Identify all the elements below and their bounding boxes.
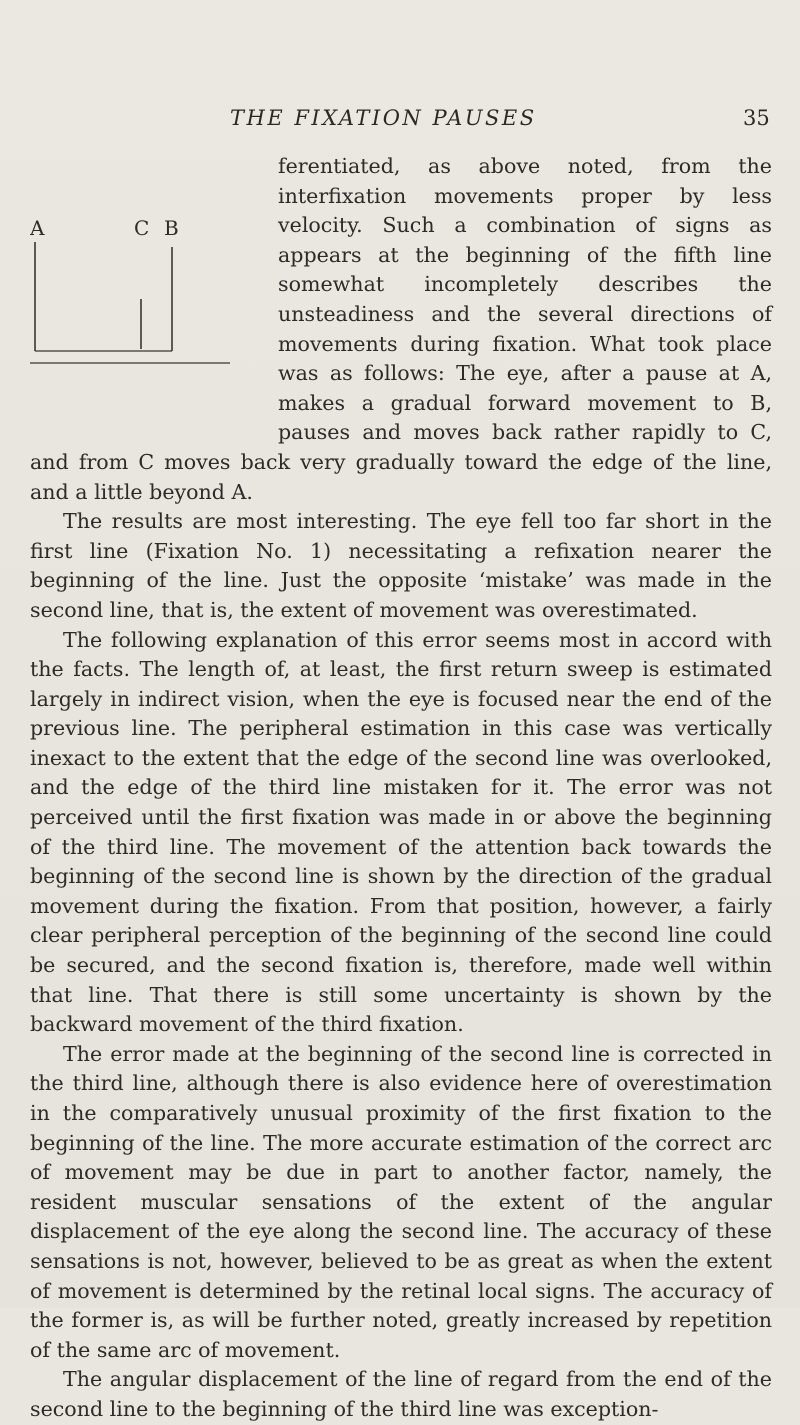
paragraph-2: The results are most interesting. The eye fell too far short in the first line (Fixation No. 1) necessitating a refixation nearer the beginning of the line. Just the opposite ‘mistake’ was made in the second line, that is, the extent of movement was overestimated. <box>30 509 772 622</box>
figure-label-b: B <box>164 216 179 240</box>
body-text <box>30 152 772 1425</box>
fixation-diagram-svg <box>30 211 268 447</box>
paragraph-5: The angular displacement of the line of regard from the end of the second line to the beginning of the third line was exception- <box>30 1367 772 1421</box>
paragraph-1: ferentiated, as above noted, from the interfixation movements proper by less velocity. Such a combination of signs as appears at the beginning of the fifth line somewhat incompletely describes the unsteadiness and the several directions of movements during fixation. What took place was as follows: The eye, after a pause at A, makes a gradual forward movement to B, pauses and moves back rather rapidly to C, and from C moves back very gradually toward the edge of the line, and a little beyond A. <box>30 154 772 504</box>
page-header <box>0 106 800 136</box>
paragraph-4: The error made at the beginning of the second line is corrected in the third line, although there is also evidence here of overestimation in the comparatively unusual proximity of the first fixation to the beginning of the line. The more accurate estimation of the correct arc of movement may be due in part to another factor, namely, the resident muscular sensations of the extent of the angular displacement of the eye along the second line. The accuracy of these sensations is not, however, believed to be as great as when the extent of movement is determined by the retinal local signs. The accuracy of the former is, as will be further noted, greatly increased by repetition of the same arc of movement. <box>30 1041 772 1362</box>
running-head: THE FIXATION PAUSES <box>230 106 537 130</box>
fixation-diagram <box>30 211 268 447</box>
figure-label-a: A <box>30 216 45 240</box>
page-number: 35 <box>743 106 770 130</box>
paragraph-3: The following explanation of this error seems most in accord with the facts. The length of, at least, the first return sweep is estimated largely in indirect vision, when the eye is focused near the end of the previous line. The peripheral estimation in this case was vertically inexact to the extent that the edge of the second line was overlooked, and the edge of the third line mistaken for it. The error was not perceived until the first fixation was made in or above the beginning of the third line. The movement of the attention back towards the beginning of the second line is shown by the direction of the gradual movement during the fixation. From that position, however, a fairly clear peripheral perception of the beginning of the second line could be secured, and the second fixation is, therefore, made well within that line. That there is still some uncertainty is shown by the backward movement of the third fixation. <box>30 627 772 1037</box>
figure-label-c: C <box>134 216 150 240</box>
